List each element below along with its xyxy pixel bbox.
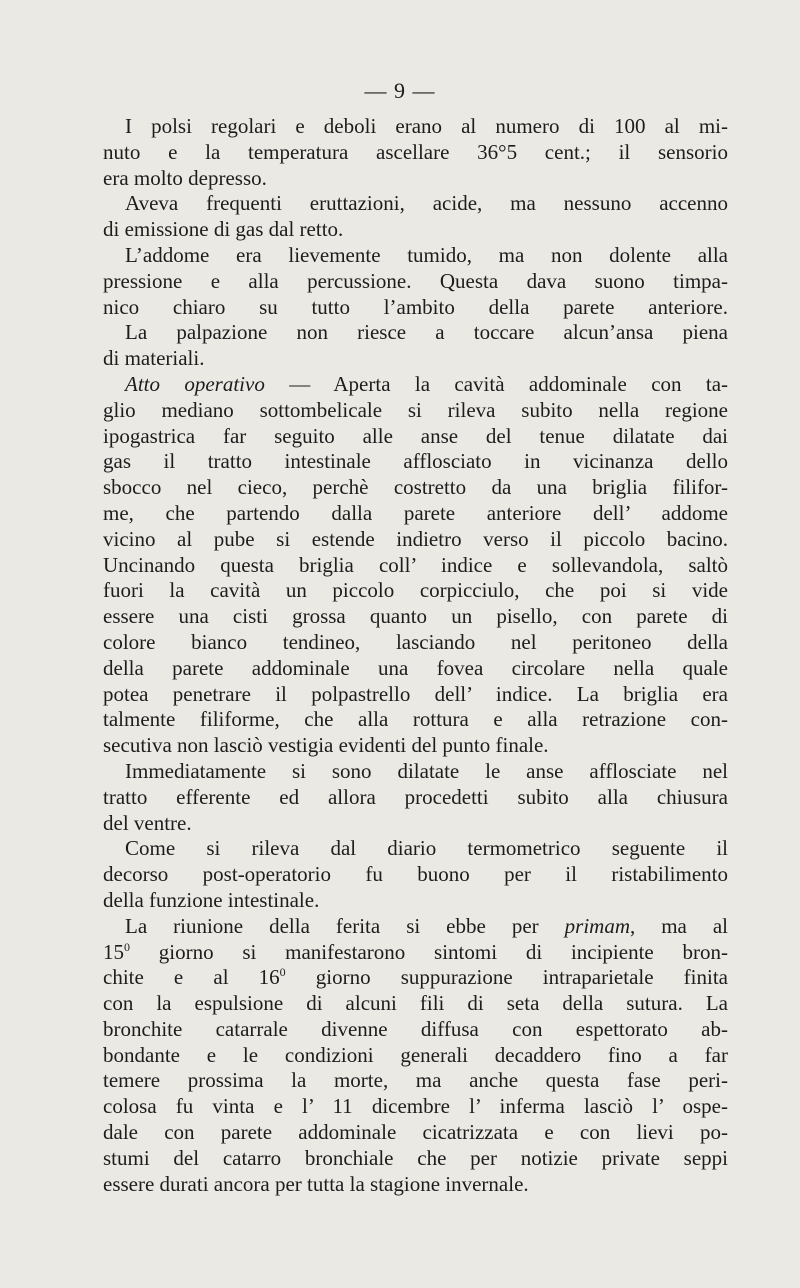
text-line-with-ordinal xyxy=(103,940,728,966)
text-line: La palpazione non riesce a toccare alcun’ansa piena xyxy=(125,320,728,345)
body-text xyxy=(103,114,728,1197)
text-line: pressione e alla percussione. Questa dava suono timpa- xyxy=(103,268,728,293)
text-line: potea penetrare il polpastrello dell’ indice. La briglia era xyxy=(103,681,728,706)
text-line: nico chiaro su tutto l’ambito della parete anteriore. xyxy=(103,294,728,319)
emphasis-primam: primam xyxy=(564,913,630,938)
text-line: tratto efferente ed allora procedetti subito alla chiusura xyxy=(103,784,728,809)
text-line: essere una cisti grossa quanto un pisello, con parete di xyxy=(103,604,728,629)
day-number: 15 xyxy=(103,939,124,964)
text-line: stumi del catarro bronchiale che per notizie private seppi xyxy=(103,1145,728,1170)
text-line: bondante e le condizioni generali decaddero fino a far xyxy=(103,1042,728,1067)
page-number: — 9 — xyxy=(364,78,436,103)
text-fragment: La riunione della ferita si ebbe per xyxy=(125,913,539,938)
text-line: nuto e la temperatura ascellare 36°5 cent.; il sensorio xyxy=(103,139,728,164)
text-line: essere durati ancora per tutta la stagione invernale. xyxy=(103,1171,529,1196)
text-line: bronchite catarrale divenne diffusa con espettorato ab- xyxy=(103,1016,728,1041)
text-line: L’addome era lievemente tumido, ma non dolente alla xyxy=(125,242,728,267)
text-line: colosa fu vinta e l’ 11 dicembre l’ inferma lasciò l’ ospe- xyxy=(103,1094,728,1119)
text-line-with-emphasis xyxy=(103,914,728,940)
text-line: sbocco nel cieco, perchè costretto da una briglia filifor- xyxy=(103,475,728,500)
text-line: decorso post-operatorio fu buono per il ristabilimento xyxy=(103,862,728,887)
text-line: me, che partendo dalla parete anteriore dell’ addome xyxy=(103,500,728,525)
text-line: della funzione intestinale. xyxy=(103,887,320,912)
text-line: secutiva non lasciò vestigia evidenti del punto finale. xyxy=(103,733,549,758)
section-heading: Atto operativo xyxy=(125,371,265,396)
text-line: fuori la cavità un piccolo corpicciulo, che poi si vide xyxy=(103,578,728,603)
text-line-with-ordinal xyxy=(103,965,728,991)
text-line: della parete addominale una fovea circolare nella quale xyxy=(103,655,728,680)
text-line: temere prossima la morte, ma anche questa fase peri- xyxy=(103,1068,728,1093)
text-line: glio mediano sottombelicale si rileva subito nella regione xyxy=(103,397,728,422)
text-line: Uncinando questa briglia coll’ indice e sollevandola, saltò xyxy=(103,552,728,577)
text-line: talmente filiforme, che alla rottura e alla retrazione con- xyxy=(103,707,728,732)
text-line: di materiali. xyxy=(103,346,205,371)
text-line: era molto depresso. xyxy=(103,165,267,190)
text-line: Come si rileva dal diario termometrico seguente il xyxy=(125,836,728,861)
text-fragment: , ma al xyxy=(629,913,729,938)
text-line: gas il tratto intestinale afflosciato in vicinanza dello xyxy=(103,449,728,474)
text-fragment: giorno si manifestarono sintomi di incipiente bron- xyxy=(130,939,728,964)
text-line: Immediatamente si sono dilatate le anse afflosciate nel xyxy=(125,758,728,783)
text-line: ipogastrica far seguito alle anse del tenue dilatate dai xyxy=(103,423,728,448)
ordinal-degree: 0 xyxy=(124,939,130,954)
text-line: colore bianco tendineo, lasciando nel peritoneo della xyxy=(103,629,728,654)
text-line: di emissione di gas dal retto. xyxy=(103,217,344,242)
text-line: vicino al pube si estende indietro verso il piccolo bacino. xyxy=(103,526,728,551)
text-fragment: chite e al xyxy=(103,965,259,990)
text-line: Aveva frequenti eruttazioni, acide, ma nessuno accenno xyxy=(125,191,728,216)
text-line: del ventre. xyxy=(103,810,192,835)
ordinal-degree: 0 xyxy=(279,965,286,980)
text-fragment: — Aperta la cavità addominale con ta- xyxy=(289,371,729,396)
text-line: con la espulsione di alcuni fili di seta della sutura. La xyxy=(103,991,728,1016)
text-line-with-heading xyxy=(103,372,728,398)
text-line: I polsi regolari e deboli erano al numero di 100 al mi- xyxy=(125,114,728,138)
text-line: dale con parete addominale cicatrizzata e con lievi po- xyxy=(103,1120,728,1145)
text-fragment: giorno suppurazione intraparietale finita xyxy=(285,965,728,990)
day-number: 16 xyxy=(258,965,280,990)
